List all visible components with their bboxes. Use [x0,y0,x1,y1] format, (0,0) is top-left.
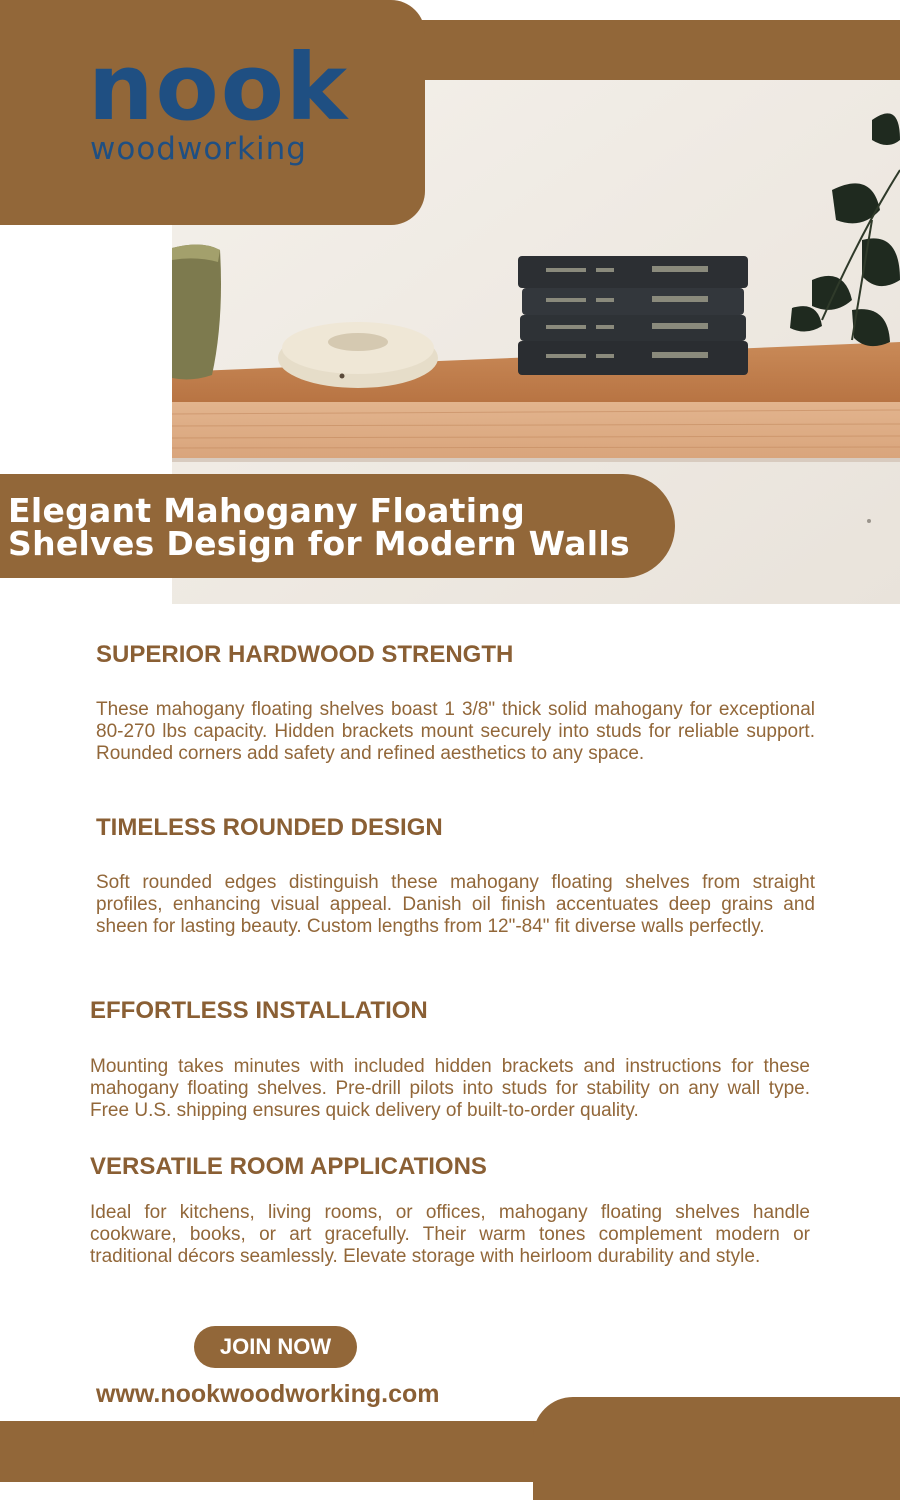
section-body-design: Soft rounded edges distinguish these mahogany floating shelves from straight profiles, enhancing visual appeal. Danish oil finish accentuates deep grains and sheen for lasting beauty. Custom lengths from 12"-84" fit diverse walls perfectly. [96,872,815,937]
top-decor-bar [380,20,900,80]
join-now-button[interactable]: JOIN NOW [194,1326,357,1368]
page-title [8,491,630,563]
logo-subtitle: woodworking [90,131,307,167]
section-title-applications: VERSATILE ROOM APPLICATIONS [90,1153,487,1180]
bottom-decor-tab [533,1397,900,1500]
page-title-line-1: Elegant Mahogany Floating [8,491,526,530]
logo-panel [0,0,425,225]
section-body-strength: These mahogany floating shelves boast 1 3/8" thick solid mahogany for exceptional 80-270 lbs capacity. Hidden brackets mount securely into studs for reliable support. Rounded corners add safety and refined aesthetics to any space. [96,699,815,764]
logo-wordmark: nook [88,34,350,141]
website-link[interactable]: www.nookwoodworking.com [96,1380,440,1408]
section-body-installation: Mounting takes minutes with included hidden brackets and instructions for these mahogany floating shelves. Pre-drill pilots into studs for stability on any wall type. Free U.S. shipping ensures quick delivery of built-to-order quality. [90,1056,810,1121]
page-title-line-2: Shelves Design for Modern Walls [8,524,630,563]
section-title-design: TIMELESS ROUNDED DESIGN [96,814,443,841]
section-body-applications: Ideal for kitchens, living rooms, or offices, mahogany floating shelves handle cookware, books, or art gracefully. Their warm tones complement modern or traditional décors seamlessly. Elevate storage with heirloom durability and style. [90,1202,810,1267]
headline-banner [0,474,675,578]
section-title-installation: EFFORTLESS INSTALLATION [90,997,428,1024]
section-title-strength: SUPERIOR HARDWOOD STRENGTH [96,641,514,668]
